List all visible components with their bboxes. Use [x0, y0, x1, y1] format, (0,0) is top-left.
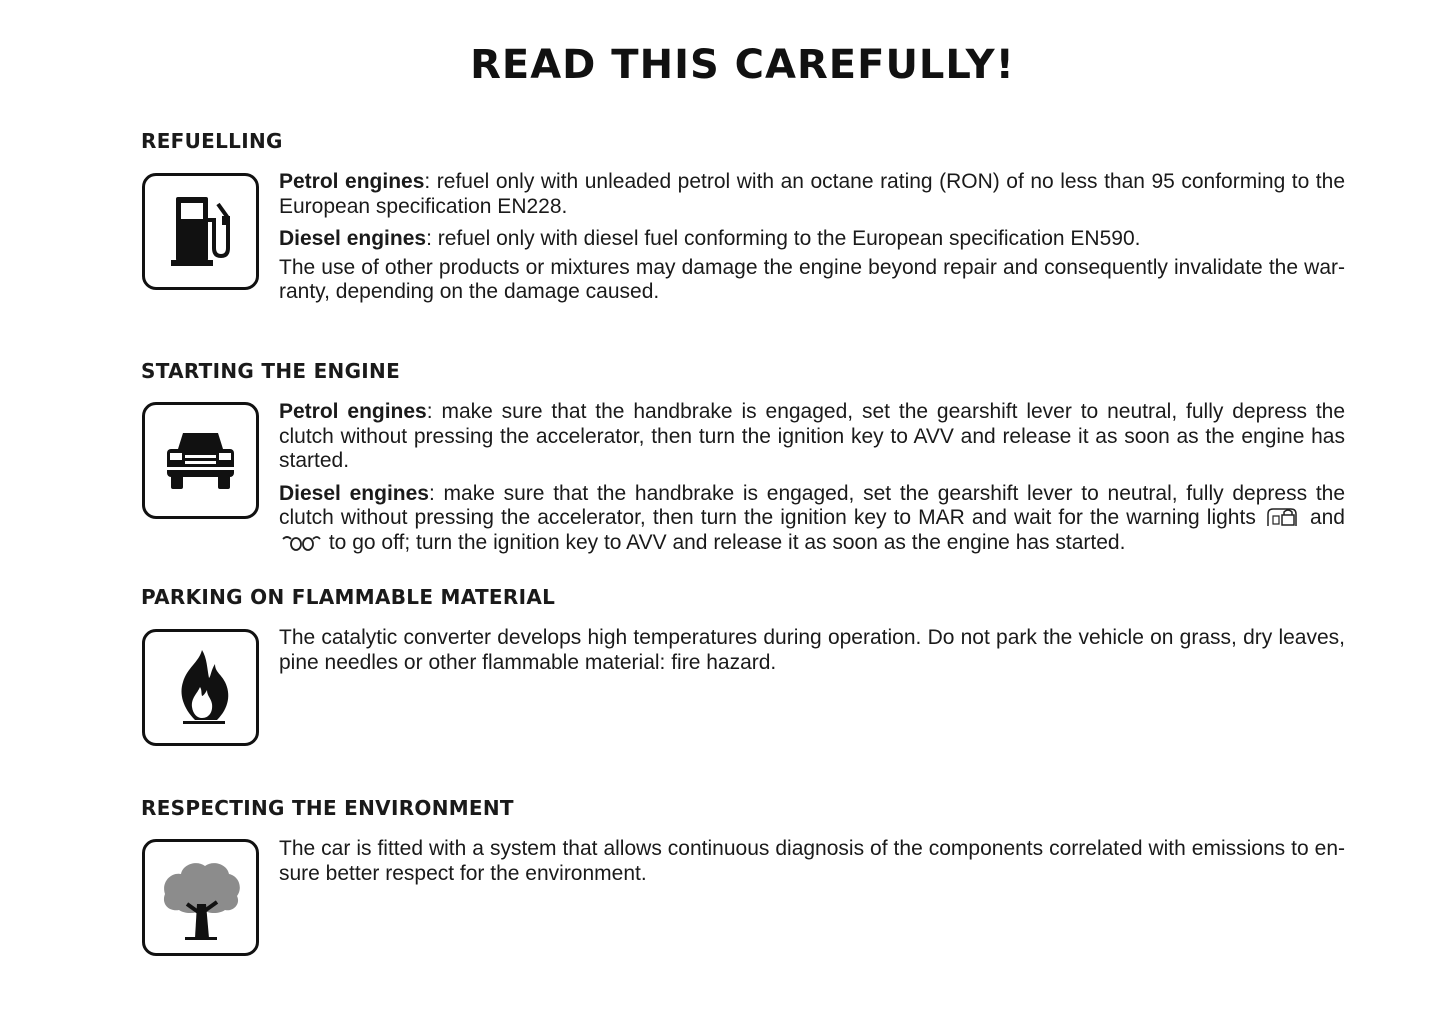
paragraph	[279, 170, 1345, 219]
paragraph	[279, 256, 1345, 305]
section-heading-refuelling: REFUELLING	[141, 129, 283, 153]
paragraph-text: : make sure that the handbrake is engaged, set the gearshift lever to neutral, fully depress the clutch without pressing the accelerator, then turn the ignition key to AVV and release it as soon as the engine has started.	[279, 400, 1346, 472]
fuel-pump-icon	[145, 176, 256, 287]
paragraph	[279, 482, 1345, 556]
paragraph	[279, 626, 1345, 675]
text-block-environment	[279, 837, 1345, 894]
flame-icon	[145, 632, 256, 743]
paragraph-text: The catalytic converter develops high temperatures during operation. Do not park the vehicle on grass, dry leaves, pine needles or other flammable material: fire hazard.	[279, 626, 1345, 674]
paragraph	[279, 227, 1345, 252]
bold-lead: Diesel engines	[279, 227, 427, 250]
icon-box-starting-engine	[142, 402, 259, 519]
bold-lead: Petrol engines	[279, 400, 427, 423]
text-block-flammable	[279, 626, 1345, 683]
paragraph-text: The car is fitted with a system that allows continuous diagnosis of the components correlated with emissions to ensure better respect for the environment.	[279, 837, 1345, 885]
glow-plug-icon	[281, 533, 321, 553]
icon-box-flammable	[142, 629, 259, 746]
paragraph-text: : refuel only with diesel fuel conforming to the European specification EN590.	[426, 227, 1141, 250]
page-title: READ THIS CAREFULLY!	[470, 42, 1015, 88]
bold-lead: Petrol engines	[279, 170, 425, 193]
section-heading-flammable: PARKING ON FLAMMABLE MATERIAL	[141, 585, 556, 609]
text-block-starting-engine	[279, 400, 1345, 563]
icon-box-refuelling	[142, 173, 259, 290]
paragraph-text: and	[1309, 506, 1345, 529]
section-heading-environment: RESPECTING THE ENVIRONMENT	[141, 796, 514, 820]
immobilizer-warning-icon	[1265, 506, 1301, 528]
tree-icon	[145, 842, 256, 953]
paragraph-text: to go off; turn the ignition key to AVV and release it as soon as the engine has started.	[328, 530, 1126, 554]
paragraph-text: : refuel only with unleaded petrol with an octane rating (RON) of no less than 95 conforming to the European specification EN228.	[279, 170, 1346, 218]
paragraph-text: The use of other products or mixtures may damage the engine beyond repair and consequently invalidate the warranty, depending on the damage caused.	[279, 255, 1345, 303]
section-heading-starting-engine: STARTING THE ENGINE	[141, 359, 401, 383]
paragraph	[279, 837, 1345, 886]
bold-lead: Diesel engines	[279, 481, 429, 505]
paragraph	[279, 400, 1345, 474]
car-front-icon	[145, 405, 256, 516]
paragraph-text: : make sure that the handbrake is engaged, set the gearshift lever to neutral, fully depress the clutch without pressing the accelerator, then turn the ignition key to MAR and wait for the warning lights	[279, 481, 1346, 529]
icon-box-environment	[142, 839, 259, 956]
text-block-refuelling	[279, 170, 1345, 313]
